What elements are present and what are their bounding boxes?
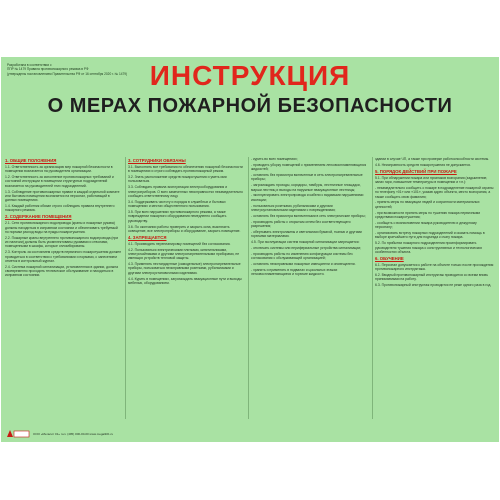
paragraph: 2.2. Пожарные краны внутреннего противопожарного водопровода (при их наличии) должны быть укомплектованы рукавами и стволами, помещенными в шкафы, которые опломбированы. (5, 235, 119, 249)
section-heading-general: 1. ОБЩИЕ ПОЛОЖЕНИЯ (5, 158, 57, 163)
section-heading-premises: 2. СОДЕРЖАНИЕ ПОМЕЩЕНИЯ (5, 214, 72, 220)
paragraph: 3.6. По окончании работы проверить и закрыть окна, выключить освещение, все электроприборы и оборудование, закрыть помещение. (128, 224, 241, 233)
paragraph: здании в случае ЧП, а также при проверке работоспособности системы. (375, 157, 490, 161)
publisher-footer: ООО «Мегалит 01» тел. (495) 000-00-00 www.megalit01.ru (33, 432, 114, 436)
column-divider (248, 157, 249, 419)
poster-subtitle: О МЕРАХ ПОЖАРНОЙ БЕЗОПАСНОСТИ (47, 95, 453, 117)
paragraph: - производить работы с открытым огнем без соответствующего разрешения; (251, 219, 351, 229)
regulation-basis-text: Разработана в соответствии с ППР № 1479 Правила противопожарного режима в РФ (утверждены постановлением Правительства РФ от 16 сентября 2020 г. № 1479) (7, 63, 128, 76)
paragraph: 3.3. Соблюдать правила эксплуатации электрооборудования и электроприборов. О всех замеченных неисправностях незамедлительно сообщать ответственному лицу. (128, 185, 243, 198)
paragraph: - хранить и применять в подвалах и цокольных этажах легковоспламеняющиеся и горючие жидкости. (251, 267, 338, 277)
section-heading-fire-actions: 5. ПОРЯДОК ДЕЙСТВИЙ ПРИ ПОЖАРЕ (375, 168, 457, 174)
column-1 (5, 157, 122, 425)
paragraph: 6.1. Персонал допускается к работе на объекте только после прохождения противопожарного инструктажа. (375, 262, 494, 271)
paragraph: - отключать системы или перифериальные устройства сигнализации; (251, 245, 362, 250)
poster-title: ИНСТРУКЦИЯ (149, 60, 351, 91)
instruction-poster (1, 57, 499, 442)
paragraph: 6.3. Противопожарный инструктаж проводится не реже одного раза в год. (375, 283, 492, 288)
paragraph: 4.1. Производить перепланировку помещений без согласования. (128, 241, 231, 246)
paragraph: 4.2. Пользоваться электрическими плитками, кипятильниками, электрочайниками и другими электронагревательными приборами, не имеющих устройств тепловой защиты. (128, 247, 240, 261)
paragraph: 1.2. Ответственность за исполнение противопожарных требований и состояний инструкции в помещении структурных подразделений возлагается на руководителей этих подразделений. (5, 175, 114, 188)
publisher-logo-icon (6, 429, 30, 438)
paragraph: - эксплуатировать электропровода и кабели с видимыми нарушениями изоляции; (251, 193, 364, 202)
paragraph: - курить во всех помещениях; (251, 157, 298, 161)
paragraph: 2.4. Система пожарной сигнализации, установленная в здании, должна своевременно проходить техническое обслуживание и находиться в исправном состоянии. (5, 264, 118, 278)
column-divider (125, 157, 126, 419)
paragraph: 1.4. Каждый работник обязан строго соблюдать правила внутреннего пожарного режима. (5, 204, 115, 213)
paragraph: 3.5. При всех нарушениях противопожарного режима, а также повреждении пожарного оборудования немедленно сообщать руководству. (128, 210, 227, 223)
paragraph: 3.1. Выполнять все требования по обеспечению пожарной безопасности в помещениях и строго соблюдать противопожарный режим. (128, 165, 243, 174)
paragraph: 1.1. Ответственность за организацию мер пожарной безопасности в помещении возлагается на руководителя организации. (5, 165, 113, 174)
paragraph: 2.1. Сети противопожарного водопровода (краны и пожарные рукава) должны находиться в исправном состоянии и обеспечивать требуемый по нормам расход воды на нужды пожаротушения. (5, 221, 118, 234)
paragraph: - оставлять без присмотра включенными в сеть электрические приборы; (251, 213, 366, 218)
paragraph: - организовать встречу пожарных подразделений и оказать помощь в выборе кратчайшего пути для подъезда к очагу пожара. (375, 231, 485, 240)
column-3 (251, 157, 368, 425)
paragraph: - принять меры по эвакуации людей и сохранности материальных ценностей; (375, 200, 480, 209)
column-divider (372, 157, 373, 419)
paragraph: 4.6. Неисправность средств пожаротушения не допускается. (375, 162, 471, 167)
paragraph: 4.5. При эксплуатации систем пожарной сигнализации запрещается: (251, 240, 360, 245)
paragraph: 3.4. Поддерживать чистоту и порядок в служебных и бытовых помещениях и местах общественного пользования. (128, 199, 226, 209)
paragraph: 6.2. Вводный противопожарный инструктаж проводится со всеми вновь принимаемыми на работу. (375, 272, 488, 282)
paragraph: 1.3. Соблюдение противопожарных правил в каждой отдельной комнате или бытовом помещении возлагается на персонал, работающий в данных помещениях. (5, 189, 120, 203)
section-heading-duties: 3. СОТРУДНИКИ ОБЯЗАНЫ (128, 158, 186, 163)
paragraph: - пользоваться розетками, рубильниками и другими электроустановочными изделиями с повреждениями; (251, 203, 336, 212)
section-heading-prohibited: 4. ЗАПРЕЩАЕТСЯ (128, 234, 167, 240)
paragraph: - сообщить о возникновении пожара руководителю и дежурному персоналу; (375, 220, 477, 230)
paragraph: - незамедлительно сообщить о пожаре в подразделение пожарной охраны по телефону «01» или «101», указав адрес объекта, место возгорания, а также сообщить свою фамилию; (375, 185, 494, 199)
column-4 (375, 157, 495, 425)
paragraph: - при возможности принять меры по тушению пожара первичными средствами пожаротушения; (375, 210, 481, 219)
paragraph: 2.3. Контроль за состоянием средств первичного пожаротушения должен проводиться в соответствии с требованиями и нормами, с занесением отметок в контрольный журнал. (5, 250, 122, 263)
paragraph: - загромождать проходы, коридоры, тамбуры, лестничные площадки, марши лестниц и выходы на наружные эвакуационные лестницы; (251, 183, 361, 192)
paragraph: - обертывать электролампы и светильники бумагой, тканью и другими горючими материалами. (251, 229, 362, 239)
paragraph: 5.2. По прибытии пожарного подразделения проинформировать руководителя тушения пожара о конструктивных и технологических особенностях объекта. (375, 241, 483, 254)
paragraph: - оставлять без присмотра включенные в сеть электронагревательные приборы; (251, 173, 363, 182)
paragraph: - проводить уборку помещений с применением легковоспламеняющихся жидкостей; (251, 162, 367, 172)
paragraph: - оставлять неисправными пожарные извещатели и оповещатели. (251, 262, 356, 267)
column-2 (128, 157, 245, 425)
paragraph: 5.1. При обнаружении пожара или признаков возгорания (задымление, запах гари, повышение температуры в помещении и т.п.): (375, 175, 488, 185)
paragraph: - производить работы по изменению конфигурации системы без согласования с обслуживающей организацией; (251, 251, 353, 261)
section-heading-training: 6. ОБУЧЕНИЕ (375, 255, 404, 261)
paragraph: 4.3. Применять нестандартные (самодельные) электронагревательные приборы, пользоваться неисправными розетками, рубильниками и другими электроустановочными изделиями. (128, 262, 241, 275)
paragraph: 4.4. Курить в помещениях, загромождать эвакуационные пути и выходы мебелью, оборудованием. (128, 276, 242, 285)
paragraph: 3.2. Знать расположение средств пожаротушения и уметь ими пользоваться. (128, 175, 227, 184)
